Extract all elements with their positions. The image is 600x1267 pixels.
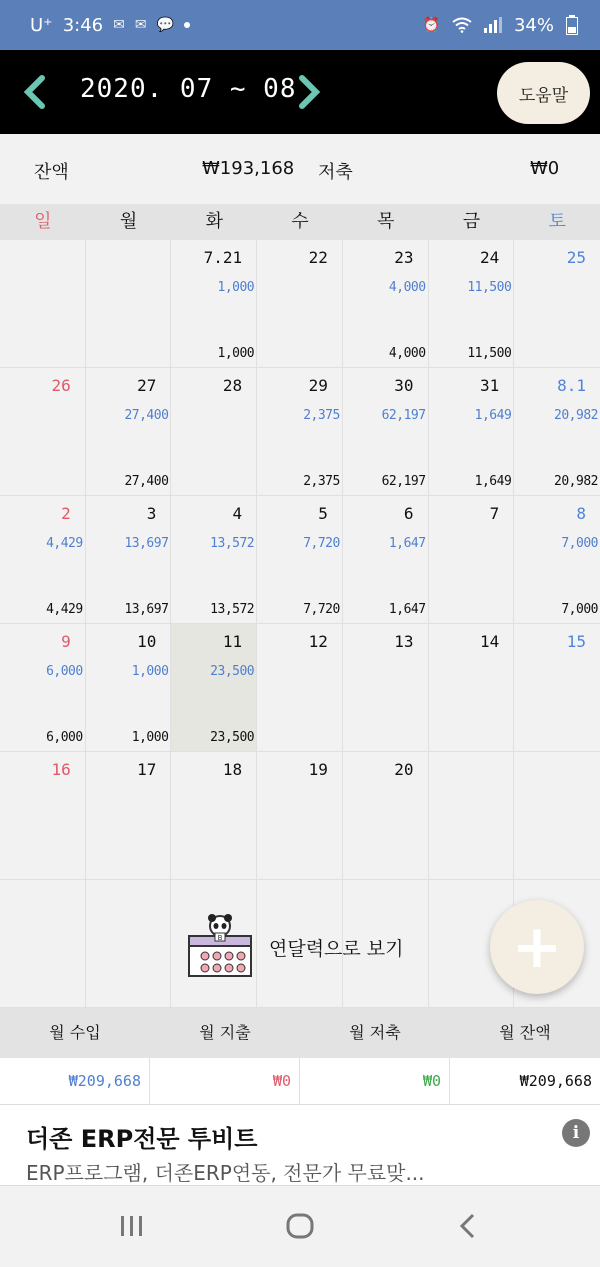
calendar-day-cell[interactable]: [257, 496, 343, 624]
monthly-savings-value: ₩0: [300, 1058, 450, 1104]
day-total-amount: 62,197: [381, 474, 426, 489]
balance-label: 잔액: [34, 162, 69, 183]
day-income-amount: 7,720: [303, 536, 340, 551]
chevron-right-icon: [294, 70, 324, 114]
weekday-thu: 목: [377, 211, 395, 232]
day-total-amount: 6,000: [46, 730, 83, 745]
ad-banner[interactable]: [0, 1104, 600, 1186]
calendar-day-cell[interactable]: [429, 624, 515, 752]
day-number: 8.1: [557, 376, 586, 395]
ad-subtitle: ERP프로그램, 더존ERP연동, 전문가 무료맞...: [26, 1161, 425, 1185]
home-button[interactable]: [280, 1206, 320, 1246]
calendar-day-cell[interactable]: [429, 368, 515, 496]
weekday-sat: 토: [548, 211, 566, 232]
day-total-amount: 7,000: [561, 602, 598, 617]
day-total-amount: 20,982: [554, 474, 598, 489]
day-total-amount: 4,000: [388, 346, 426, 361]
monthly-expense-value: ₩0: [150, 1058, 300, 1104]
balance-summary: [0, 134, 600, 204]
day-total-amount: 1,000: [217, 346, 255, 361]
day-number: 31: [480, 376, 500, 395]
calendar-grid: [0, 240, 600, 1008]
day-income-amount: 13,572: [210, 536, 255, 551]
day-number: 19: [308, 760, 328, 779]
day-number: 5: [318, 504, 328, 523]
day-number: 4: [232, 504, 243, 523]
calendar-day-cell[interactable]: [343, 752, 429, 880]
day-number: 28: [222, 376, 243, 395]
signal-icon: [484, 17, 502, 33]
calendar-day-cell[interactable]: [514, 240, 600, 368]
status-bar: [0, 0, 600, 50]
day-number: 9: [61, 632, 71, 651]
calendar-day-cell[interactable]: [343, 240, 429, 368]
day-total-amount: 2,375: [303, 474, 340, 489]
calendar-day-cell[interactable]: [0, 368, 86, 496]
day-number: 7: [489, 504, 500, 523]
calendar-day-cell[interactable]: [0, 880, 86, 1008]
day-number: 3: [146, 504, 157, 523]
ad-title: 더존 ERP전문 투비트: [26, 1125, 258, 1153]
help-button[interactable]: 도움말: [497, 62, 590, 124]
day-total-amount: 1,649: [474, 474, 512, 489]
period-title: 2020. 07 ~ 08: [80, 74, 297, 104]
day-total-amount: 1,647: [388, 602, 426, 617]
home-icon: [280, 1206, 320, 1246]
day-total-amount: 23,500: [210, 730, 255, 745]
day-total-amount: 1,000: [131, 730, 169, 745]
calendar-day-cell[interactable]: [171, 496, 257, 624]
calendar-day-cell[interactable]: [514, 496, 600, 624]
day-income-amount: 6,000: [46, 664, 83, 679]
day-number: 27: [137, 376, 157, 395]
calendar-day-cell[interactable]: [429, 752, 515, 880]
monthly-balance-label: 월 잔액: [499, 1023, 551, 1042]
day-number: 22: [308, 248, 328, 267]
savings-label: 저축: [318, 162, 353, 183]
calendar-day-cell[interactable]: [0, 496, 86, 624]
day-number: 24: [480, 248, 500, 267]
calendar-day-cell[interactable]: [86, 624, 172, 752]
calendar-day-cell[interactable]: [257, 368, 343, 496]
day-number: 16: [51, 760, 71, 779]
monthly-balance-value: ₩209,668: [519, 1072, 592, 1090]
message-notification-icon: ✉: [134, 17, 147, 33]
day-number: 10: [137, 632, 157, 651]
day-income-amount: 1,647: [388, 536, 426, 551]
day-income-amount: 4,000: [388, 280, 426, 295]
calendar-day-cell[interactable]: [343, 624, 429, 752]
weekday-mon: 월: [119, 211, 138, 232]
day-total-amount: 7,720: [303, 602, 340, 617]
back-icon: [448, 1206, 488, 1246]
calendar-day-cell[interactable]: [429, 496, 515, 624]
next-period-button[interactable]: [294, 70, 324, 114]
day-number: 30: [394, 376, 414, 395]
clock: 3:46: [62, 14, 104, 36]
day-number: 18: [222, 760, 243, 779]
calendar-day-cell[interactable]: [171, 624, 257, 752]
ad-info-icon[interactable]: i: [562, 1119, 590, 1147]
day-total-amount: 13,572: [210, 602, 255, 617]
day-income-amount: 20,982: [554, 408, 598, 423]
day-income-amount: 62,197: [381, 408, 426, 423]
calendar-day-cell[interactable]: [86, 752, 172, 880]
wifi-icon: [452, 17, 472, 33]
monthly-summary-values: [0, 1058, 600, 1104]
weekday-fri: 금: [462, 211, 481, 232]
back-button[interactable]: [448, 1206, 488, 1246]
header-bar: [0, 50, 600, 134]
day-income-amount: 11,500: [467, 280, 512, 295]
weekday-wed: 수: [291, 211, 309, 232]
message-notification-icon: ✉: [113, 17, 125, 33]
day-income-amount: 1,000: [217, 280, 255, 295]
day-income-amount: 2,375: [303, 408, 340, 423]
add-entry-button[interactable]: [490, 900, 584, 994]
calendar-day-cell[interactable]: [429, 240, 515, 368]
recent-apps-icon: [112, 1206, 152, 1246]
calendar-day-cell[interactable]: [343, 368, 429, 496]
day-income-amount: 13,697: [124, 536, 169, 551]
day-number: 11: [222, 632, 243, 651]
day-income-amount: 23,500: [210, 664, 255, 679]
calendar-day-cell[interactable]: [86, 368, 172, 496]
prev-period-button[interactable]: [20, 70, 50, 114]
monthly-income-value: ₩209,668: [0, 1058, 150, 1104]
weekday-sun: 일: [34, 211, 52, 232]
day-number: 2: [61, 504, 71, 523]
day-total-amount: 13,697: [124, 602, 169, 617]
day-number: 25: [566, 248, 586, 267]
day-income-amount: 7,000: [561, 536, 598, 551]
day-number: 29: [308, 376, 328, 395]
calendar-day-cell[interactable]: [86, 496, 172, 624]
day-number: 15: [566, 632, 586, 651]
monthly-income-label: 월 수입: [49, 1023, 101, 1042]
day-number: 13: [394, 632, 414, 651]
monthly-expense-label: 월 지출: [199, 1023, 251, 1042]
day-number: 26: [51, 376, 71, 395]
calendar-day-cell[interactable]: [0, 240, 86, 368]
alarm-icon: ⏰: [422, 17, 440, 33]
day-number: 23: [394, 248, 414, 267]
year-calendar-label: 연달력으로 보기: [269, 937, 404, 960]
calendar-day-cell[interactable]: [257, 752, 343, 880]
calendar-day-cell[interactable]: [0, 624, 86, 752]
day-income-amount: 4,429: [46, 536, 83, 551]
day-income-amount: 1,649: [474, 408, 512, 423]
monthly-summary-header: [0, 1008, 600, 1058]
battery-percent: 34%: [513, 14, 554, 36]
calendar-day-cell[interactable]: [86, 880, 172, 1008]
carrier-label: U⁺: [30, 14, 53, 36]
kakaotalk-icon: 💬: [156, 17, 175, 33]
calendar-day-cell[interactable]: [171, 368, 257, 496]
more-notifications-dot: [184, 22, 190, 28]
day-number: 8: [576, 504, 586, 523]
day-number: 14: [480, 632, 500, 651]
recent-apps-button[interactable]: [112, 1206, 152, 1246]
calendar-day-cell[interactable]: [257, 624, 343, 752]
day-income-amount: 27,400: [124, 408, 169, 423]
day-income-amount: 1,000: [131, 664, 169, 679]
calendar-day-cell[interactable]: [514, 624, 600, 752]
day-number: 20: [394, 760, 414, 779]
chevron-left-icon: [20, 70, 50, 114]
day-total-amount: 11,500: [467, 346, 512, 361]
day-number: 17: [137, 760, 157, 779]
calendar-day-cell[interactable]: [257, 240, 343, 368]
year-calendar-button[interactable]: [185, 910, 425, 984]
savings-value: ₩0: [530, 158, 560, 179]
system-nav-bar: [0, 1186, 600, 1267]
plus-icon: +: [511, 912, 563, 982]
day-total-amount: 27,400: [124, 474, 169, 489]
balance-value: ₩193,168: [202, 158, 295, 179]
calendar-day-cell[interactable]: [171, 752, 257, 880]
calendar-day-cell[interactable]: [171, 240, 257, 368]
day-number: 12: [308, 632, 328, 651]
weekday-tue: 화: [205, 211, 223, 232]
monthly-savings-label: 월 저축: [349, 1023, 401, 1042]
calendar-day-cell[interactable]: [514, 368, 600, 496]
calendar-day-cell[interactable]: [86, 240, 172, 368]
day-number: 6: [403, 504, 414, 523]
calendar-day-cell[interactable]: [0, 752, 86, 880]
day-total-amount: 4,429: [46, 602, 83, 617]
day-number: 7.21: [203, 248, 243, 267]
weekday-header: [0, 204, 600, 240]
calendar-day-cell[interactable]: [514, 752, 600, 880]
calendar-day-cell[interactable]: [343, 496, 429, 624]
panda-calendar-icon: [185, 914, 255, 980]
panda-badge-label: B: [217, 934, 223, 942]
battery-icon: [566, 15, 578, 35]
